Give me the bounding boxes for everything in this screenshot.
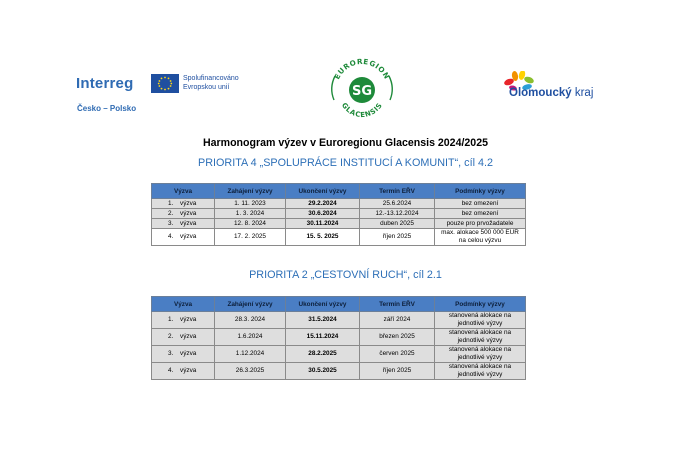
call-end: 31.5.2024	[286, 312, 360, 329]
column-header: Zahájení výzvy	[215, 297, 286, 312]
call-number: 2. výzva	[152, 209, 215, 219]
call-end: 28.2.2025	[286, 346, 360, 363]
call-number: 1. výzva	[152, 199, 215, 209]
call-erv: březen 2025	[360, 329, 435, 346]
table-row	[152, 363, 526, 380]
call-erv: 12.-13.12.2024	[360, 209, 435, 219]
column-header: Termín EŘV	[360, 184, 435, 199]
cofunding-text: Spolufinancováno Evropskou unií	[183, 75, 239, 91]
svg-text:GLACENSIS: GLACENSIS	[339, 101, 385, 120]
column-header: Ukončení výzvy	[286, 184, 360, 199]
table-row	[152, 219, 526, 229]
call-number: 1. výzva	[152, 312, 215, 329]
call-start: 12. 8. 2024	[215, 219, 286, 229]
call-number: 4. výzva	[152, 363, 215, 380]
call-conditions: stanovená alokace na jednotlivé výzvy	[435, 346, 526, 363]
call-end: 30.6.2024	[286, 209, 360, 219]
call-number: 4. výzva	[152, 229, 215, 246]
interreg-logo	[76, 74, 256, 116]
call-conditions: stanovená alokace na jednotlivé výzvy	[435, 312, 526, 329]
table-row	[152, 329, 526, 346]
call-start: 1.6.2024	[215, 329, 286, 346]
table-row	[152, 312, 526, 329]
column-header: Ukončení výzvy	[286, 297, 360, 312]
call-end: 30.11.2024	[286, 219, 360, 229]
priority-2-title: PRIORITA 2 „CESTOVNÍ RUCH“, cíl 2.1	[249, 269, 442, 281]
call-end: 30.5.2025	[286, 363, 360, 380]
call-conditions: max. alokace 500 000 EUR na celou výzvu	[435, 229, 526, 246]
column-header: Výzva	[152, 184, 215, 199]
call-conditions: bez omezení	[435, 209, 526, 219]
olomoucky-kraj-text: Olomoucký kraj	[509, 87, 594, 99]
call-conditions: stanovená alokace na jednotlivé výzvy	[435, 363, 526, 380]
table-row	[152, 199, 526, 209]
olomoucky-kraj-logo	[489, 71, 599, 107]
call-start: 17. 2. 2025	[215, 229, 286, 246]
interreg-brand: Interreg	[76, 75, 134, 92]
call-number: 3. výzva	[152, 346, 215, 363]
column-header: Zahájení výzvy	[215, 184, 286, 199]
call-erv: duben 2025	[360, 219, 435, 229]
call-erv: září 2024	[360, 312, 435, 329]
call-end: 29.2.2024	[286, 199, 360, 209]
priority-2-table	[151, 296, 526, 380]
priority-4-title: PRIORITA 4 „SPOLUPRÁCE INSTITUCÍ A KOMUNIT“, cíl 4.2	[198, 157, 493, 169]
table-row	[152, 229, 526, 246]
call-start: 1.12.2024	[215, 346, 286, 363]
call-start: 1. 11. 2023	[215, 199, 286, 209]
column-header: Výzva	[152, 297, 215, 312]
call-number: 2. výzva	[152, 329, 215, 346]
column-header: Termín EŘV	[360, 297, 435, 312]
call-erv: říjen 2025	[360, 229, 435, 246]
table-header-row	[152, 184, 526, 199]
call-conditions: pouze pro prvožadatele	[435, 219, 526, 229]
call-erv: červen 2025	[360, 346, 435, 363]
call-conditions: bez omezení	[435, 199, 526, 209]
call-start: 28.3. 2024	[215, 312, 286, 329]
table-header-row	[152, 297, 526, 312]
column-header: Podmínky výzvy	[435, 297, 526, 312]
euroregion-glacensis-logo	[325, 52, 399, 126]
column-header: Podmínky výzvy	[435, 184, 526, 199]
priority-4-table	[151, 183, 526, 246]
call-start: 1. 3. 2024	[215, 209, 286, 219]
call-end: 15.11.2024	[286, 329, 360, 346]
table-row	[152, 209, 526, 219]
call-conditions: stanovená alokace na jednotlivé výzvy	[435, 329, 526, 346]
call-end: 15. 5. 2025	[286, 229, 360, 246]
svg-text:SG: SG	[351, 84, 373, 99]
call-start: 26.3.2025	[215, 363, 286, 380]
call-erv: říjen 2025	[360, 363, 435, 380]
eu-flag-icon	[151, 74, 179, 93]
svg-text:EUROREGION: EUROREGION	[332, 56, 392, 81]
table-row	[152, 346, 526, 363]
page-title: Harmonogram výzev v Euroregionu Glacensis 2024/2025	[203, 137, 488, 149]
call-erv: 25.6.2024	[360, 199, 435, 209]
call-number: 3. výzva	[152, 219, 215, 229]
interreg-region: Česko – Polsko	[77, 104, 137, 113]
